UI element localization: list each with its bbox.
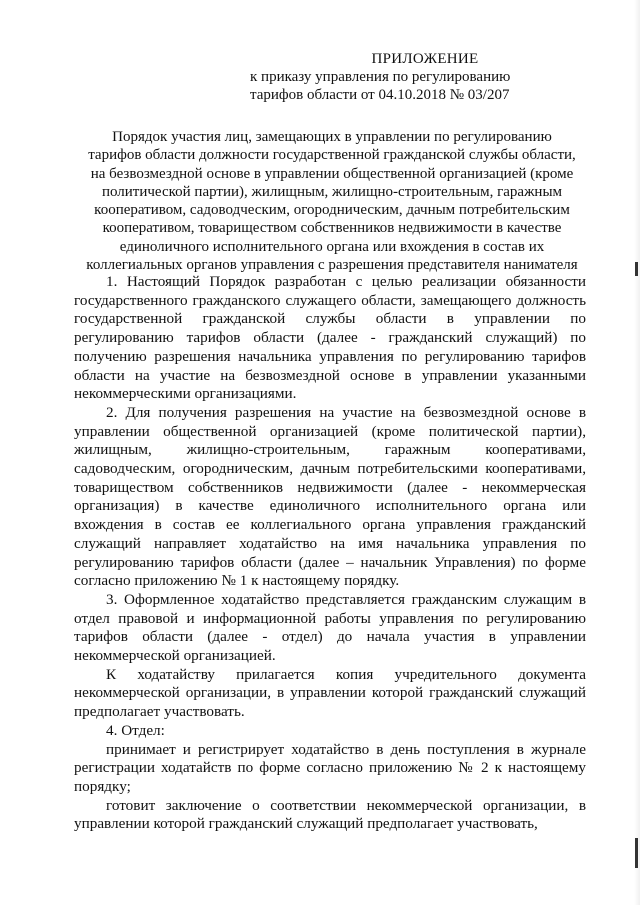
paragraph-4-prepares: готовит заключение о соответствии некоммерческой организации, в управлении которой гражданский служащий предполагает участвовать, bbox=[74, 796, 586, 833]
paragraph-2: 2. Для получения разрешения на участие на безвозмездной основе в управлении общественной организацией (кроме политической партии), жилищным, жилищно-строительным, гаражным кооперативами, садоводческим, огородническим, дачным потребительскими кооперативами, товариществом собственников недвижимости (далее - некоммерческая организация) в качестве единоличного исполнительного органа или вхождения в состав ее коллегиального органа управления гражданский служащий направляет ходатайство на имя начальника управления по регулированию тарифов области (далее – начальник Управления) по форме согласно приложению № 1 к настоящему порядку. bbox=[74, 403, 586, 590]
title-line: политической партии), жилищным, жилищно-строительным, гаражным bbox=[101, 183, 563, 200]
title-line: кооперативом, товариществом собственников недвижимости в качестве bbox=[102, 220, 562, 237]
paragraph-1: 1. Настоящий Порядок разработан с целью реализации обязанности государственного гражданского служащего области, замещающего должность государственной гражданской службы области в управлении по регулированию тарифов области (далее - гражданский служащий) по получению разрешения начальника управления по регулированию тарифов области на участие на безвозмездной основе в управлении указанными некоммерческими организациями. bbox=[74, 273, 586, 403]
title-line: коллегиальных органов управления с разрешения представителя нанимателя bbox=[86, 257, 578, 274]
scan-mark bbox=[635, 262, 638, 276]
appendix-date-line: тарифов области от 04.10.2018 № 03/207 bbox=[250, 87, 510, 103]
title-line: тарифов области должности государственной гражданской службы области, bbox=[88, 147, 576, 164]
appendix-order-line: к приказу управления по регулированию bbox=[250, 69, 511, 85]
title-line: кооперативом, садоводческим, огородническим, дачным потребительским bbox=[94, 202, 570, 219]
title-line: Порядок участия лиц, замещающих в управлении по регулированию bbox=[112, 129, 552, 145]
appendix-title: ПРИЛОЖЕНИЕ bbox=[371, 51, 479, 67]
scan-mark bbox=[635, 838, 638, 868]
scan-edge bbox=[634, 0, 640, 905]
document-title bbox=[72, 128, 592, 274]
title-line: на безвозмездной основе в управлении общественной организацией (кроме bbox=[90, 165, 574, 182]
title-line: единоличного исполнительного органа или вхождения в состав их bbox=[119, 238, 545, 255]
paragraph-4: 4. Отдел: bbox=[106, 721, 165, 739]
appendix-header bbox=[250, 50, 570, 104]
document-body bbox=[74, 273, 586, 834]
paragraph-3: 3. Оформленное ходатайство представляется гражданским служащим в отдел правовой и информационной работы управления по регулированию тарифов области (далее - отдел) до начала участия в управлении некоммерческой организацией. bbox=[74, 590, 586, 665]
paragraph-attachment: К ходатайству прилагается копия учредительного документа некоммерческой организации, в управлении которой гражданский служащий предполагает участвовать. bbox=[74, 665, 586, 721]
paragraph-4-registers: принимает и регистрирует ходатайство в день поступления в журнале регистрации ходатайств по форме согласно приложению № 2 к настоящему порядку; bbox=[74, 740, 586, 795]
